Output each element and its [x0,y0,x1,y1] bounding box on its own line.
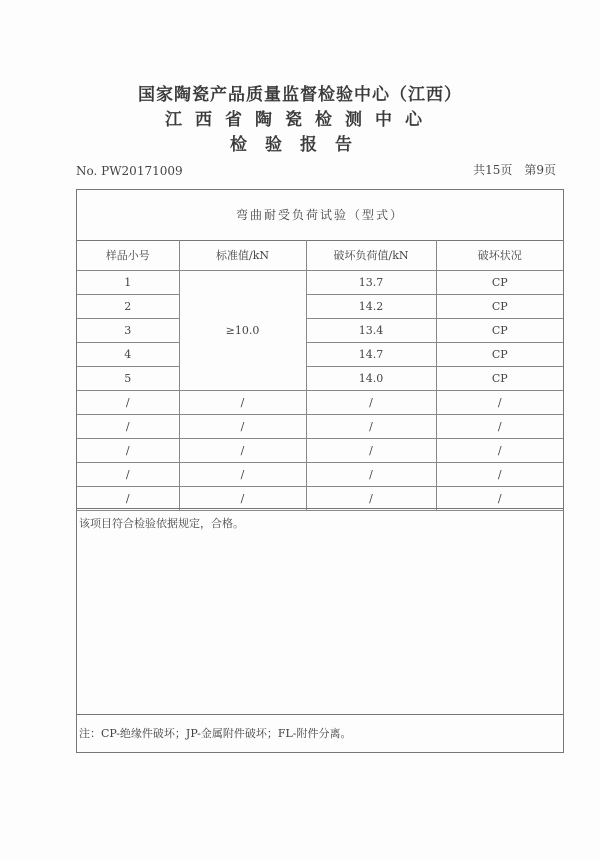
empty-cell: / [306,414,436,438]
report-frame [76,189,564,753]
sample-id: 3 [77,318,179,342]
empty-cell: / [77,486,179,510]
footnote: 注：CP-绝缘件破坏；JP-金属附件破坏；FL-附件分离。 [79,727,352,740]
failure-mode: CP [436,294,563,318]
column-header-failure-load: 破坏负荷值/kN [306,240,436,270]
empty-cell: / [436,390,563,414]
report-title-center: 江西省陶瓷检测中心 [165,110,435,130]
empty-cell: / [179,390,306,414]
column-header-sample-no: 样品小号 [77,240,179,270]
table-row [77,366,563,390]
column-header-failure-mode: 破坏状况 [436,240,563,270]
table-header-row [77,240,563,270]
total-pages: 共15页 [473,163,513,177]
failure-mode: CP [436,342,563,366]
empty-cell: / [77,438,179,462]
failure-load: 14.2 [306,294,436,318]
empty-cell: / [436,438,563,462]
empty-cell: / [77,390,179,414]
empty-cell: / [436,462,563,486]
failure-load: 14.0 [306,366,436,390]
empty-cell: / [436,486,563,510]
standard-value: ≥10.0 [179,270,306,390]
empty-row [77,414,563,438]
test-title: 弯曲耐受负荷试验（型式） [77,190,563,241]
empty-cell: / [77,414,179,438]
empty-row [77,486,563,510]
column-header-standard: 标准值/kN [179,240,306,270]
table-row [77,294,563,318]
failure-mode: CP [436,366,563,390]
empty-cell: / [179,438,306,462]
empty-cell: / [306,486,436,510]
empty-cell: / [77,462,179,486]
empty-cell: / [306,438,436,462]
failure-load: 14.7 [306,342,436,366]
failure-mode: CP [436,318,563,342]
empty-row [77,462,563,486]
empty-cell: / [306,390,436,414]
empty-cell: / [436,414,563,438]
failure-load: 13.4 [306,318,436,342]
page-info [473,161,556,178]
table-row [77,270,563,294]
table-row [77,318,563,342]
current-page: 第9页 [524,163,556,177]
empty-cell: / [179,486,306,510]
report-number: No. PW20171009 [76,164,183,178]
report-title-institution: 国家陶瓷产品质量监督检验中心（江西） [138,85,462,105]
empty-row [77,390,563,414]
empty-row [77,438,563,462]
failure-load: 13.7 [306,270,436,294]
table-row [77,342,563,366]
failure-mode: CP [436,270,563,294]
empty-cell: / [306,462,436,486]
empty-cell: / [179,462,306,486]
report-title: 检验报告 [230,135,370,155]
results-table [77,240,563,511]
empty-cell: / [179,414,306,438]
sample-id: 5 [77,366,179,390]
sample-id: 4 [77,342,179,366]
sample-id: 2 [77,294,179,318]
conclusion-text: 该项目符合检验依据规定，合格。 [79,517,244,530]
sample-id: 1 [77,270,179,294]
conclusion-box [77,508,563,715]
